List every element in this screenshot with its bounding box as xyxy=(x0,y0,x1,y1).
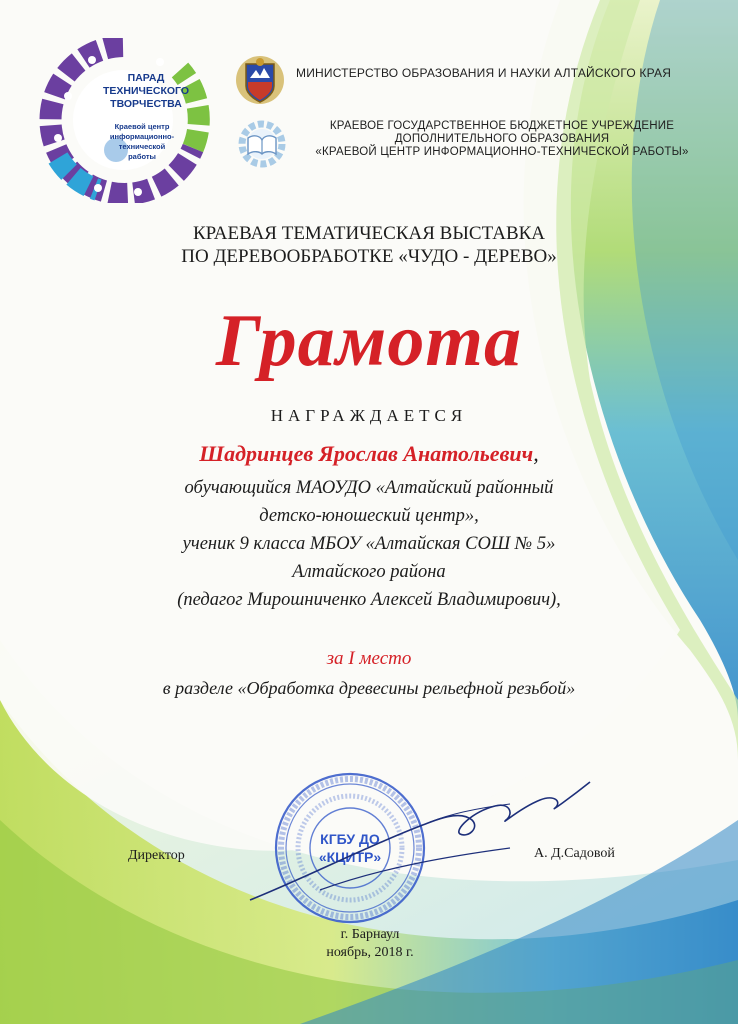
director-label: Директор xyxy=(128,848,185,863)
book-gear-icon xyxy=(236,120,288,168)
stamp-center-line2: «КЦИТР» xyxy=(318,849,382,865)
certificate-title: Грамота xyxy=(216,300,522,382)
issue-date: ноябрь, 2018 г. xyxy=(326,945,414,960)
signer-name: А. Д.Садовой xyxy=(534,846,615,861)
exhibition-title: КРАЕВАЯ ТЕМАТИЧЕСКАЯ ВЫСТАВКА ПО ДЕРЕВООБРАБОТКЕ «ЧУДО - ДЕРЕВО» xyxy=(181,223,557,267)
logo-title: ПАРАД ТЕХНИЧЕСКОГО ТВОРЧЕСТВА xyxy=(102,72,190,110)
awardee-name-text: Шадринцев Ярослав Анатольевич xyxy=(199,441,534,466)
organization-name: КРАЕВОЕ ГОСУДАРСТВЕННОЕ БЮДЖЕТНОЕ УЧРЕЖДЕНИЕ ДОПОЛНИТЕЛЬНОГО ОБРАЗОВАНИЯ «КРАЕВОЙ ЦЕНТР ИНФОРМАЦИОННО-ТЕХНИЧЕСКОЙ РАБОТЫ» xyxy=(315,120,689,158)
awardee-description: обучающийся МАОУДО «Алтайский районный детско-юношеский центр», ученик 9 класса МБОУ «Алтайская СОШ № 5» Алтайского района (педагог Мирошниченко Алексей Владимирович), xyxy=(177,478,561,610)
awardee-comma: , xyxy=(533,441,539,466)
ministry-name: МИНИСТЕРСТВО ОБРАЗОВАНИЯ И НАУКИ АЛТАЙСКОГО КРАЯ xyxy=(296,66,672,80)
place-and-date xyxy=(280,926,460,962)
parade-logo xyxy=(28,38,218,203)
gear-logo-icon xyxy=(28,38,218,203)
logo-subtitle: Краевой центр информационно-технической работы xyxy=(109,122,175,161)
awardee-name xyxy=(60,440,678,468)
stamp-center-line1: КГБУ ДО xyxy=(320,831,380,847)
award-place: за I место xyxy=(326,648,412,669)
awarded-label: НАГРАЖДАЕТСЯ xyxy=(270,406,468,425)
coat-of-arms-icon xyxy=(234,52,286,108)
handwritten-signature xyxy=(210,760,610,920)
city: г. Барнаул xyxy=(340,927,400,942)
award-section: в разделе «Обработка древесины рельефной резьбой» xyxy=(162,678,576,698)
